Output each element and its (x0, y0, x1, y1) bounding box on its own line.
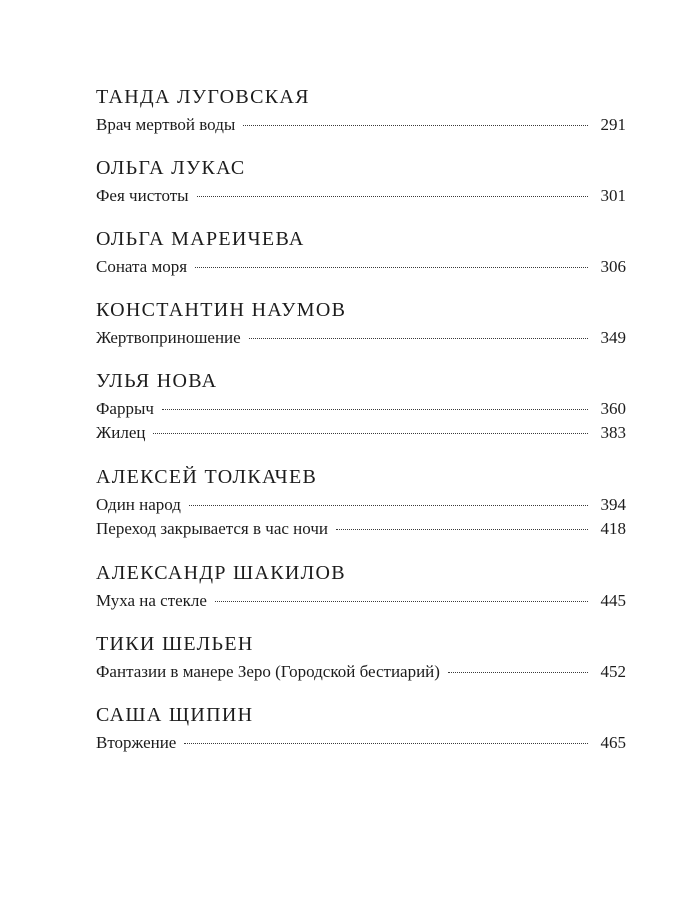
story-title: Фея чистоты (96, 186, 189, 205)
dot-leader (195, 267, 588, 268)
author-name: КОНСТАНТИН НАУМОВ (96, 299, 347, 321)
author-name: САША ЩИПИН (96, 704, 254, 726)
toc-entry (96, 255, 626, 279)
story-title: Жилец (96, 423, 146, 442)
story-title: Фаррыч (96, 399, 154, 418)
dot-leader (336, 529, 588, 530)
author-name: ОЛЬГА МАРЕИЧЕВА (96, 228, 305, 250)
story-title: Соната моря (96, 257, 188, 276)
page-number: 418 (600, 519, 626, 538)
toc-section (96, 83, 626, 154)
toc-entry (96, 113, 626, 137)
page-number: 452 (600, 662, 626, 681)
page-number: 349 (600, 328, 626, 347)
dot-leader (448, 672, 588, 673)
author-name: АЛЕКСЕЙ ТОЛКАЧЕВ (96, 466, 318, 488)
author-name: АЛЕКСАНДР ШАКИЛОВ (96, 562, 346, 584)
page-number: 394 (600, 495, 626, 514)
story-title: Муха на стекле (96, 591, 207, 610)
dot-leader (162, 409, 588, 410)
toc-entry (96, 184, 626, 208)
dot-leader (189, 505, 588, 506)
toc-section (96, 154, 626, 225)
story-title: Один народ (96, 495, 181, 514)
story-title: Переход закрывается в час ночи (96, 519, 328, 538)
toc-entry (96, 517, 626, 541)
toc-section (96, 367, 626, 463)
table-of-contents (96, 83, 626, 772)
page-number: 306 (600, 257, 626, 276)
page-number: 383 (600, 423, 626, 442)
dot-leader (243, 125, 588, 126)
toc-section (96, 630, 626, 701)
dot-leader (184, 743, 588, 744)
author-name: УЛЬЯ НОВА (96, 370, 218, 392)
toc-section (96, 463, 626, 559)
toc-entry (96, 589, 626, 613)
page-number: 360 (600, 399, 626, 418)
story-title: Жертвоприношение (96, 328, 241, 347)
toc-entry (96, 397, 626, 421)
toc-entry (96, 421, 626, 445)
toc-section (96, 701, 626, 772)
toc-section (96, 296, 626, 367)
toc-section (96, 225, 626, 296)
toc-entry (96, 731, 626, 755)
story-title: Врач мертвой воды (96, 115, 236, 134)
story-title: Фантазии в манере Зеро (Городской бестиарий) (96, 662, 440, 681)
dot-leader (197, 196, 588, 197)
page-number: 291 (600, 115, 626, 134)
author-name: ТИКИ ШЕЛЬЕН (96, 633, 254, 655)
toc-entry (96, 660, 626, 684)
author-name: ОЛЬГА ЛУКАС (96, 157, 246, 179)
toc-entry (96, 493, 626, 517)
page-number: 465 (600, 733, 626, 752)
dot-leader (215, 601, 588, 602)
toc-section (96, 559, 626, 630)
dot-leader (249, 338, 588, 339)
story-title: Вторжение (96, 733, 177, 752)
page-number: 445 (600, 591, 626, 610)
author-name: ТАНДА ЛУГОВСКАЯ (96, 86, 310, 108)
dot-leader (153, 433, 588, 434)
page-number: 301 (600, 186, 626, 205)
toc-entry (96, 326, 626, 350)
